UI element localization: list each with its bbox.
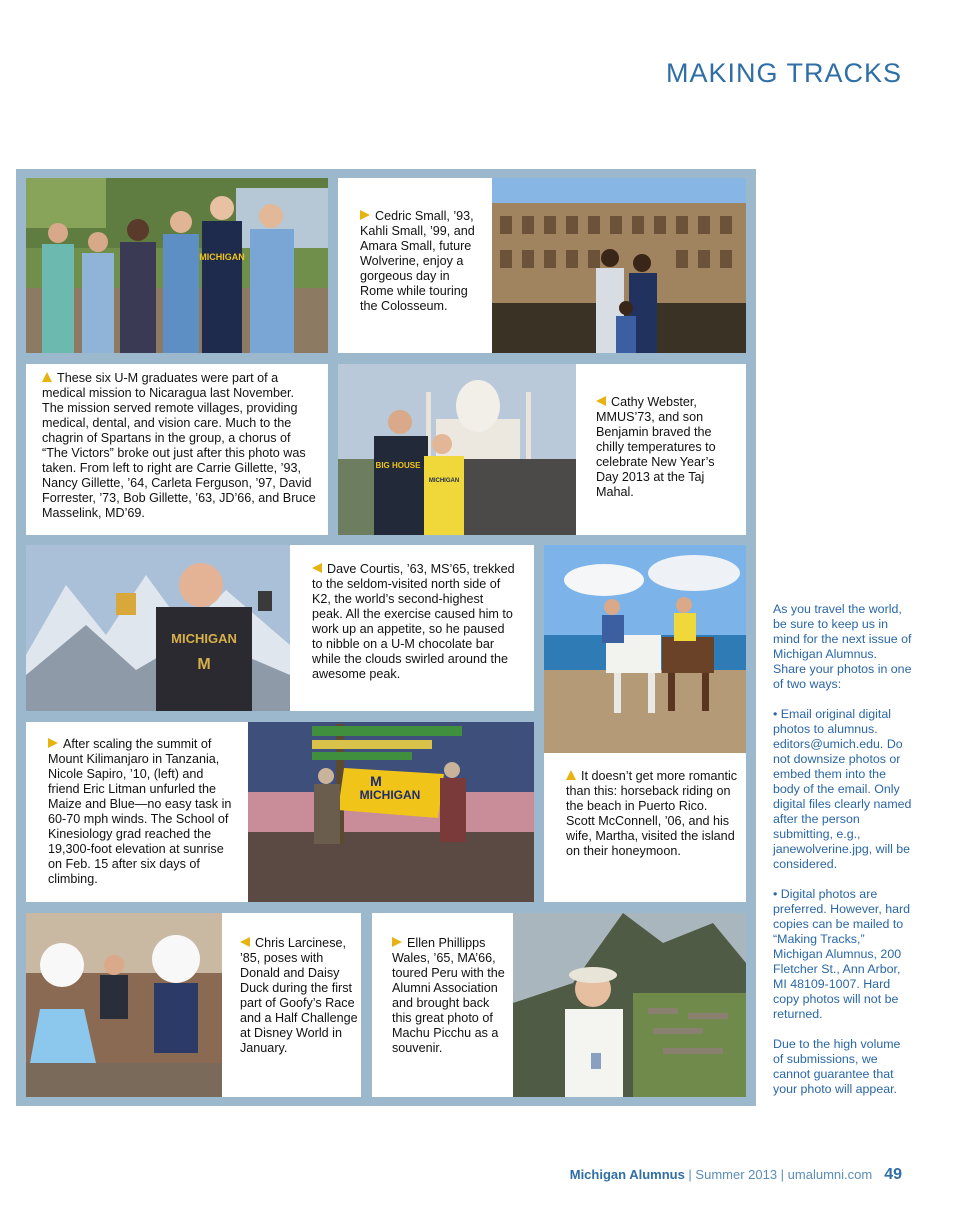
- big-house-text: BIG HOUSE: [375, 461, 421, 470]
- k2-caption-panel: [290, 545, 534, 711]
- horseback-caption-panel: [544, 753, 746, 902]
- arrow-up-icon: [42, 372, 52, 382]
- arrow-right-icon: [360, 210, 370, 220]
- photo-machu-picchu: [513, 913, 746, 1097]
- sidebar-intro: As you travel the world, be sure to keep us in mind for the next issue of Michigan Alumnus. Share your photos in one of two ways:: [773, 602, 912, 691]
- colosseum-caption-text: Cedric Small, ’93, Kahli Small, ’99, and Amara Small, future Wolverine, enjoy a gorgeous day in Rome while touring the Colosseum.: [360, 209, 475, 313]
- peru-caption-panel: [372, 913, 513, 1097]
- kili-flag-text: MICHIGAN: [359, 788, 421, 802]
- disney-caption-panel: [222, 913, 361, 1097]
- k2-caption-text: Dave Courtis, ’63, MS’65, trekked to the seldom-visited north side of K2, the world’s second-highest peak. All the exercise caused him to work up an appetite, so he paused to nibble on a U-M chocolate bar while the clouds swirled around the awesome peak.: [312, 562, 515, 681]
- photo-kilimanjaro: [248, 722, 534, 902]
- arrow-right-icon: [392, 937, 402, 947]
- photo-board: [16, 169, 756, 1106]
- section-title: MAKING TRACKS: [665, 58, 902, 89]
- taj-caption: [596, 395, 736, 500]
- disney-caption: [240, 936, 358, 1056]
- arrow-up-icon: [566, 770, 576, 780]
- medical-caption-text: These six U-M graduates were part of a medical mission to Nicaragua last November. The mission served remote villages, providing medical, dental, and vision care. Much to the chagrin of Spartans in the group, a chorus of “The Victors” broke out just after this photo was taken. From left to right are Carrie Gillette, ’93, Nancy Gillette, ’64, Carleta Ferguson, ’97, David Forrester, ’73, Bob Gillette, ’63, JD’66, and Bruce Masselink, MD’69.: [42, 371, 316, 520]
- arrow-left-icon: [596, 396, 606, 406]
- courtis-sweatshirt-text: MICHIGAN: [171, 631, 237, 646]
- disney-caption-text: Chris Larcinese, ’85, poses with Donald and Daisy Duck during the first part of Goofy’s Race and a Half Challenge at Disney World in January.: [240, 936, 358, 1055]
- photo-taj-mahal: [338, 364, 576, 535]
- k2-caption: [312, 562, 517, 682]
- michigan-yellow-text: MICHIGAN: [428, 478, 460, 484]
- taj-caption-panel: [576, 364, 746, 535]
- medical-caption: [42, 371, 318, 521]
- footer-magazine: Michigan Alumnus: [569, 1167, 685, 1182]
- taj-caption-text: Cathy Webster, MMUS’73, and son Benjamin braved the chilly temperatures to celebrate New Year’s Day 2013 at the Taj Mahal.: [596, 395, 716, 499]
- footer-issue: | Summer 2013 | umalumni.com: [684, 1167, 873, 1182]
- sidebar-disclaimer: Due to the high volume of submissions, we cannot guarantee that your photo will appear.: [773, 1037, 901, 1096]
- photo-k2: [26, 545, 290, 711]
- kilimanjaro-caption: [48, 737, 238, 887]
- photo-medical-mission: [26, 178, 328, 353]
- photo-disney: [26, 913, 222, 1097]
- michigan-shirt-text: MICHIGAN: [199, 252, 245, 262]
- peru-caption: [392, 936, 507, 1056]
- submission-sidebar: [773, 602, 913, 1112]
- page-footer: [570, 1166, 902, 1184]
- horseback-caption-text: It doesn’t get more romantic than this: horseback riding on the beach in Puerto Rico. Scott McConnell, ’06, and his wife, Martha, visited the island on their honeymoon.: [566, 769, 738, 858]
- peru-caption-text: Ellen Phillipps Wales, ’65, MA’66, toured Peru with the Alumni Association and brought back this great photo of Machu Picchu as a souvenir.: [392, 936, 505, 1055]
- kili-flag-m-text: M: [370, 773, 382, 789]
- arrow-left-icon: [240, 937, 250, 947]
- page-number: 49: [884, 1166, 902, 1183]
- arrow-right-icon: [48, 738, 58, 748]
- sidebar-bullet-email: • Email original digital photos to alumnus. editors@umich.edu. Do not downsize photos or embed them into the body of the email. Only digital files clearly named after the person submitting, e.g., janewolverine.jpg, will be considered.: [773, 707, 912, 871]
- colosseum-caption: [360, 209, 485, 314]
- kilimanjaro-caption-panel: [26, 722, 248, 902]
- medical-caption-panel: [26, 364, 328, 535]
- photo-horseback: [544, 545, 746, 753]
- kilimanjaro-caption-text: After scaling the summit of Mount Kilimanjaro in Tanzania, Nicole Sapiro, ’10, (left) and friend Eric Litman unfurled the Maize and Blue—no easy task in 60-70 mph winds. The School of Kinesiology grad reached the 19,300-foot elevation at sunrise on Feb. 15 after six days of climbing.: [48, 737, 232, 886]
- sidebar-bullet-mail: • Digital photos are preferred. However, hard copies can be mailed to “Making Tracks,” Michigan Alumnus, 200 Fletcher St., Ann Arbor, MI 48109-1007. Hard copy photos will not be returned.: [773, 887, 911, 1021]
- horseback-caption: [566, 769, 738, 859]
- courtis-block-m-text: M: [197, 656, 211, 673]
- photo-colosseum: [492, 178, 746, 353]
- arrow-left-icon: [312, 563, 322, 573]
- colosseum-caption-panel: [338, 178, 492, 353]
